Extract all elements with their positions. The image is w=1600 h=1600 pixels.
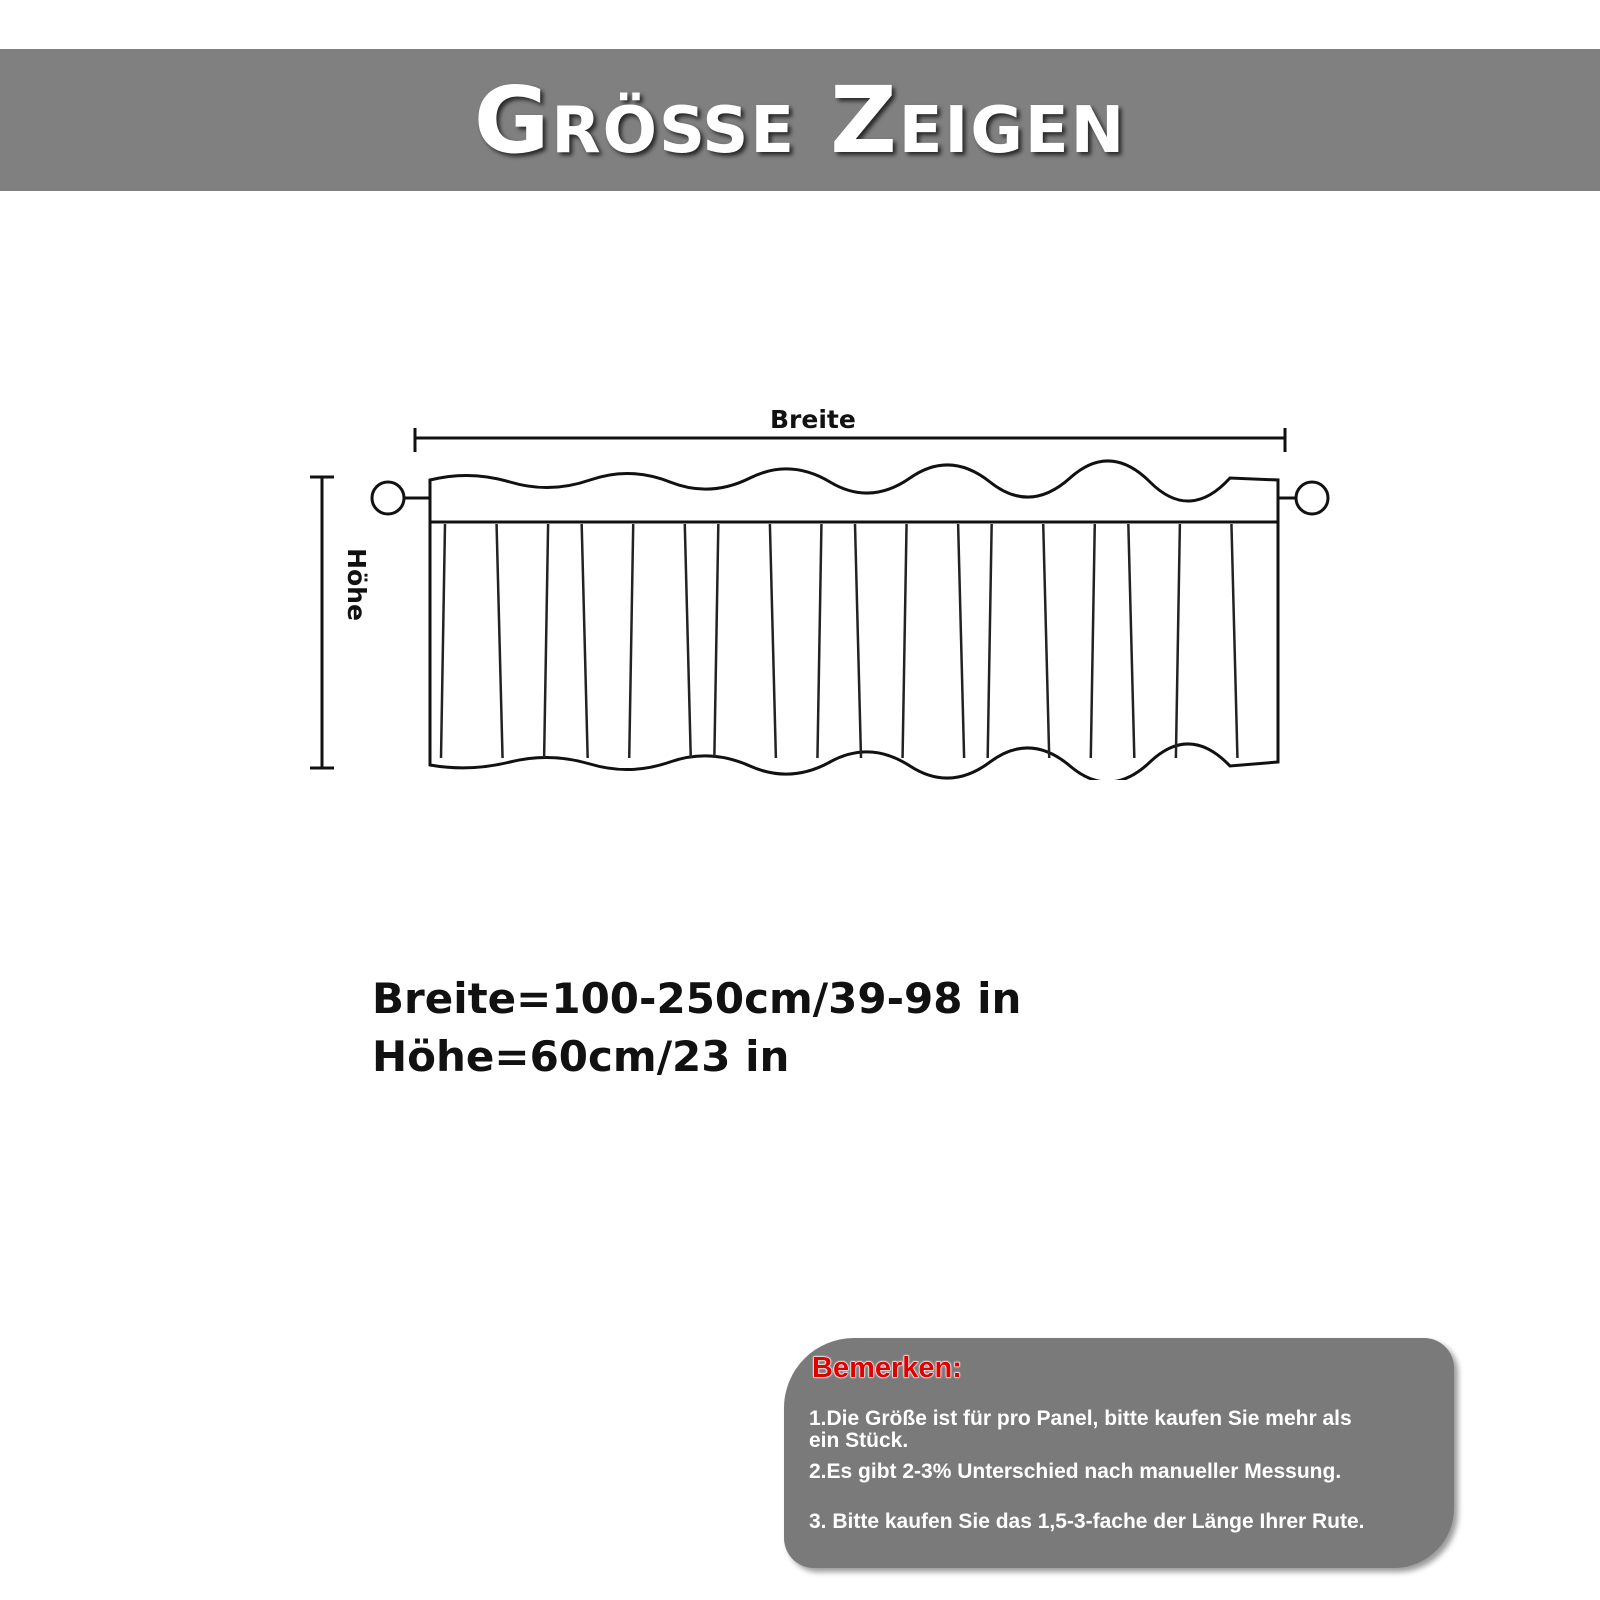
size-specs <box>372 970 1021 1086</box>
width-label: Breite <box>770 405 856 434</box>
curtain-fold <box>855 524 861 758</box>
curtain-body <box>430 522 1278 780</box>
page-title: Größe Zeigen <box>473 66 1127 174</box>
height-spec: Höhe=60cm/23 in <box>372 1032 790 1081</box>
curtain-fold <box>1176 524 1180 758</box>
curtain-fold <box>817 524 821 758</box>
curtain-fold <box>903 524 907 758</box>
curtain-fold <box>497 524 503 758</box>
header-banner <box>0 49 1600 191</box>
note-item: 1.Die Größe ist für pro Panel, bitte kaufen Sie mehr als ein Stück. <box>809 1407 1352 1452</box>
curtain-fold <box>1231 524 1237 758</box>
rod-finial-left <box>372 482 404 514</box>
note-item: 3. Bitte kaufen Sie das 1,5-3-fache der Länge Ihrer Rute. <box>809 1510 1365 1533</box>
curtain-fold <box>629 524 633 758</box>
curtain-fold <box>582 524 588 758</box>
curtain-fold <box>1043 524 1049 758</box>
curtain-fold <box>988 524 992 758</box>
curtain-fold <box>714 524 718 758</box>
curtain-fold <box>1128 524 1134 758</box>
height-label: Höhe <box>341 548 371 621</box>
note-item: 2.Es gibt 2-3% Unterschied nach manueller Messung. <box>809 1460 1342 1483</box>
curtain-header <box>430 461 1278 522</box>
curtain-fold <box>544 524 548 758</box>
width-spec: Breite=100-250cm/39-98 in <box>372 974 1022 1023</box>
curtain-fold <box>770 524 776 758</box>
curtain-diagram <box>300 400 1340 780</box>
curtain-drawing <box>300 400 1340 780</box>
rod-finial-right <box>1296 482 1328 514</box>
curtain-fold <box>685 524 691 758</box>
notes-box <box>784 1338 1454 1568</box>
curtain-fold <box>441 524 445 758</box>
curtain-fold <box>958 524 964 758</box>
curtain-fold <box>1091 524 1095 758</box>
notes-title: Bemerken: <box>812 1352 962 1384</box>
